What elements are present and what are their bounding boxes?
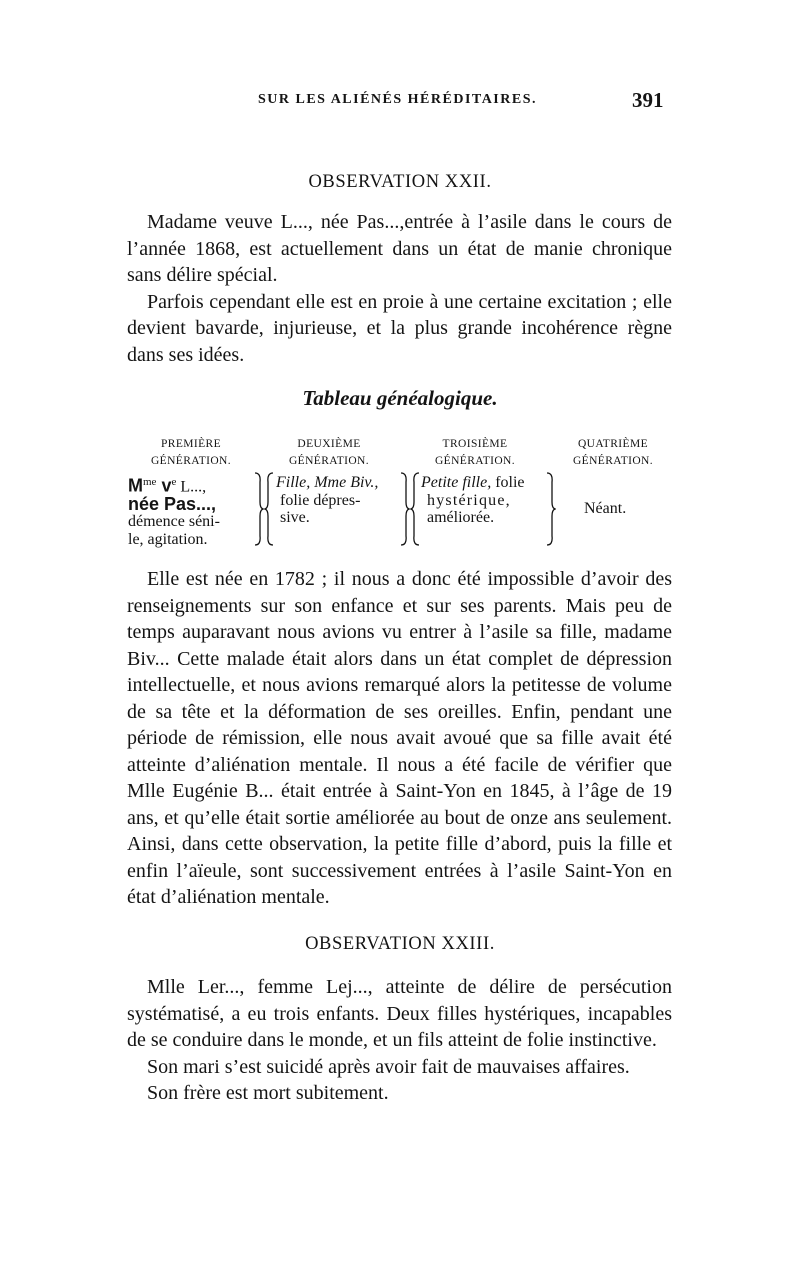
page-number: 391	[632, 88, 664, 112]
cell-line: Néant.	[584, 500, 627, 517]
running-head: SUR LES ALIÉNÉS HÉRÉDITAIRES.	[258, 92, 537, 107]
observation-22-body	[127, 209, 672, 368]
header-line: GÉNÉRATION.	[572, 455, 654, 467]
generation-4-cell	[584, 500, 654, 518]
brace-close	[546, 472, 556, 546]
cell-line: sive.	[280, 509, 310, 526]
cell-line: le, agitation.	[128, 530, 208, 548]
header-line: DEUXIÈME	[297, 438, 361, 450]
paragraph: Parfois cependant elle est en proie à une certaine excitation ; elle devient bavarde, injurieuse, et la plus grande incohérence règne dans ses idées.	[127, 290, 672, 366]
cell-line: démence séni-	[128, 513, 220, 531]
header-line: TROISIÈME	[442, 438, 508, 450]
genealogy-table-title: Tableau généalogique.	[302, 386, 498, 410]
header-line: PREMIÈRE	[160, 438, 222, 450]
header-line: GÉNÉRATION.	[288, 455, 370, 467]
cell-line: Petite fille, folie	[421, 474, 525, 491]
cell-line: améliorée.	[427, 509, 495, 526]
continuation-body	[127, 566, 672, 911]
observation-23-body	[127, 974, 672, 1107]
header-line: GÉNÉRATION.	[150, 455, 232, 467]
paragraph: Son mari s’est suicidé après avoir fait de mauvaises affaires.	[147, 1055, 630, 1078]
generation-2-cell	[276, 474, 402, 527]
brace-close	[254, 472, 264, 546]
observation-23-title: OBSERVATION XXIII.	[305, 934, 495, 954]
generation-header-1	[121, 436, 261, 470]
paragraph: Madame veuve L..., née Pas...,entrée à l’asile dans le cours de l’année 1868, est actuellement dans un état de manie chronique sans délire spécial.	[127, 211, 672, 286]
brace-open	[264, 472, 274, 546]
generation-3-cell	[421, 474, 545, 527]
cell-line: née Pas...,	[128, 493, 217, 514]
cell-line: folie dépres-	[280, 491, 361, 509]
generation-header-3	[405, 436, 545, 470]
generation-header-4	[543, 436, 683, 470]
cell-line: $M^{me}$ $v^e$ L...,	[128, 475, 207, 496]
cell-line: Fille, Mme Biv.,	[276, 474, 379, 491]
generation-1-cell	[128, 474, 250, 548]
cell-line: hystérique,	[427, 491, 511, 509]
observation-22-title: OBSERVATION XXII.	[308, 172, 492, 192]
generation-header-2	[259, 436, 399, 470]
paragraph: Elle est née en 1782 ; il nous a donc été impossible d’avoir des renseignements sur son enfance et sur ses parents. Mais peu de temps auparavant nous avions vu entrer à l’asile sa fille, madame Biv... Cette malade était alors dans un état complet de dépression intellectuelle, et nous avions remarqué alors la petitesse de volume de sa tête et la déformation de ses oreilles. Enfin, pendant une période de rémission, elle nous avait avoué que sa fille avait été atteinte d’aliénation mentale. Il nous a été facile de vérifier que Mlle Eugénie B... était entrée à Saint-Yon en 1845, à l’âge de 19 ans, et qu’elle était sortie améliorée au bout de onze ans seulement. Ainsi, dans cette observation, la petite fille d’abord, puis la fille et enfin l’aïeule, sont successivement entrées à l’asile Saint-Yon en état d’aliénation mentale.	[127, 568, 672, 908]
paragraph: Son frère est mort subitement.	[147, 1082, 389, 1104]
header-line: QUATRIÈME	[577, 438, 649, 450]
header-line: GÉNÉRATION.	[434, 455, 516, 467]
brace-open	[410, 472, 420, 546]
brace-close	[400, 472, 410, 546]
paragraph: Mlle Ler..., femme Lej..., atteinte de délire de persécution systématisé, a eu trois enfants. Deux filles hystériques, incapables de se conduire dans le monde, et un fils atteint de folie instinctive.	[127, 976, 672, 1051]
